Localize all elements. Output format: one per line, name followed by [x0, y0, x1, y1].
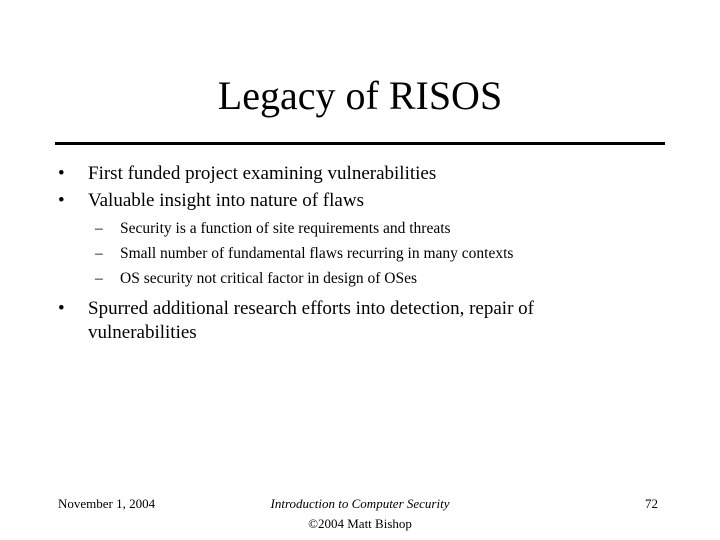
bullet-text: Spurred additional research efforts into detection, repair of vulnerabilities — [88, 298, 534, 343]
bullet-marker: • — [58, 190, 65, 211]
sub-bullet-text: OS security not critical factor in design of OSes — [120, 270, 418, 287]
footer-course-info — [230, 494, 490, 534]
bullet-text: Valuable insight into nature of flaws — [88, 190, 364, 211]
footer-course-title: Introduction to Computer Security — [270, 496, 450, 511]
slide-title: Legacy of RISOS — [217, 73, 503, 118]
bullet-marker: • — [58, 298, 65, 319]
footer-date: November 1, 2004 — [58, 496, 156, 511]
bullet-marker: • — [58, 163, 65, 184]
sub-bullet-text: Small number of fundamental flaws recurring in many contexts — [120, 245, 514, 262]
bullet-text: First funded project examining vulnerabilities — [88, 163, 437, 184]
footer-page-number: 72 — [645, 496, 658, 511]
dash-marker: – — [95, 245, 103, 262]
footer-copyright: ©2004 Matt Bishop — [308, 516, 412, 531]
dash-marker: – — [95, 220, 103, 237]
dash-marker: – — [95, 270, 103, 287]
sub-bullet-text: Security is a function of site requirements and threats — [120, 220, 451, 237]
